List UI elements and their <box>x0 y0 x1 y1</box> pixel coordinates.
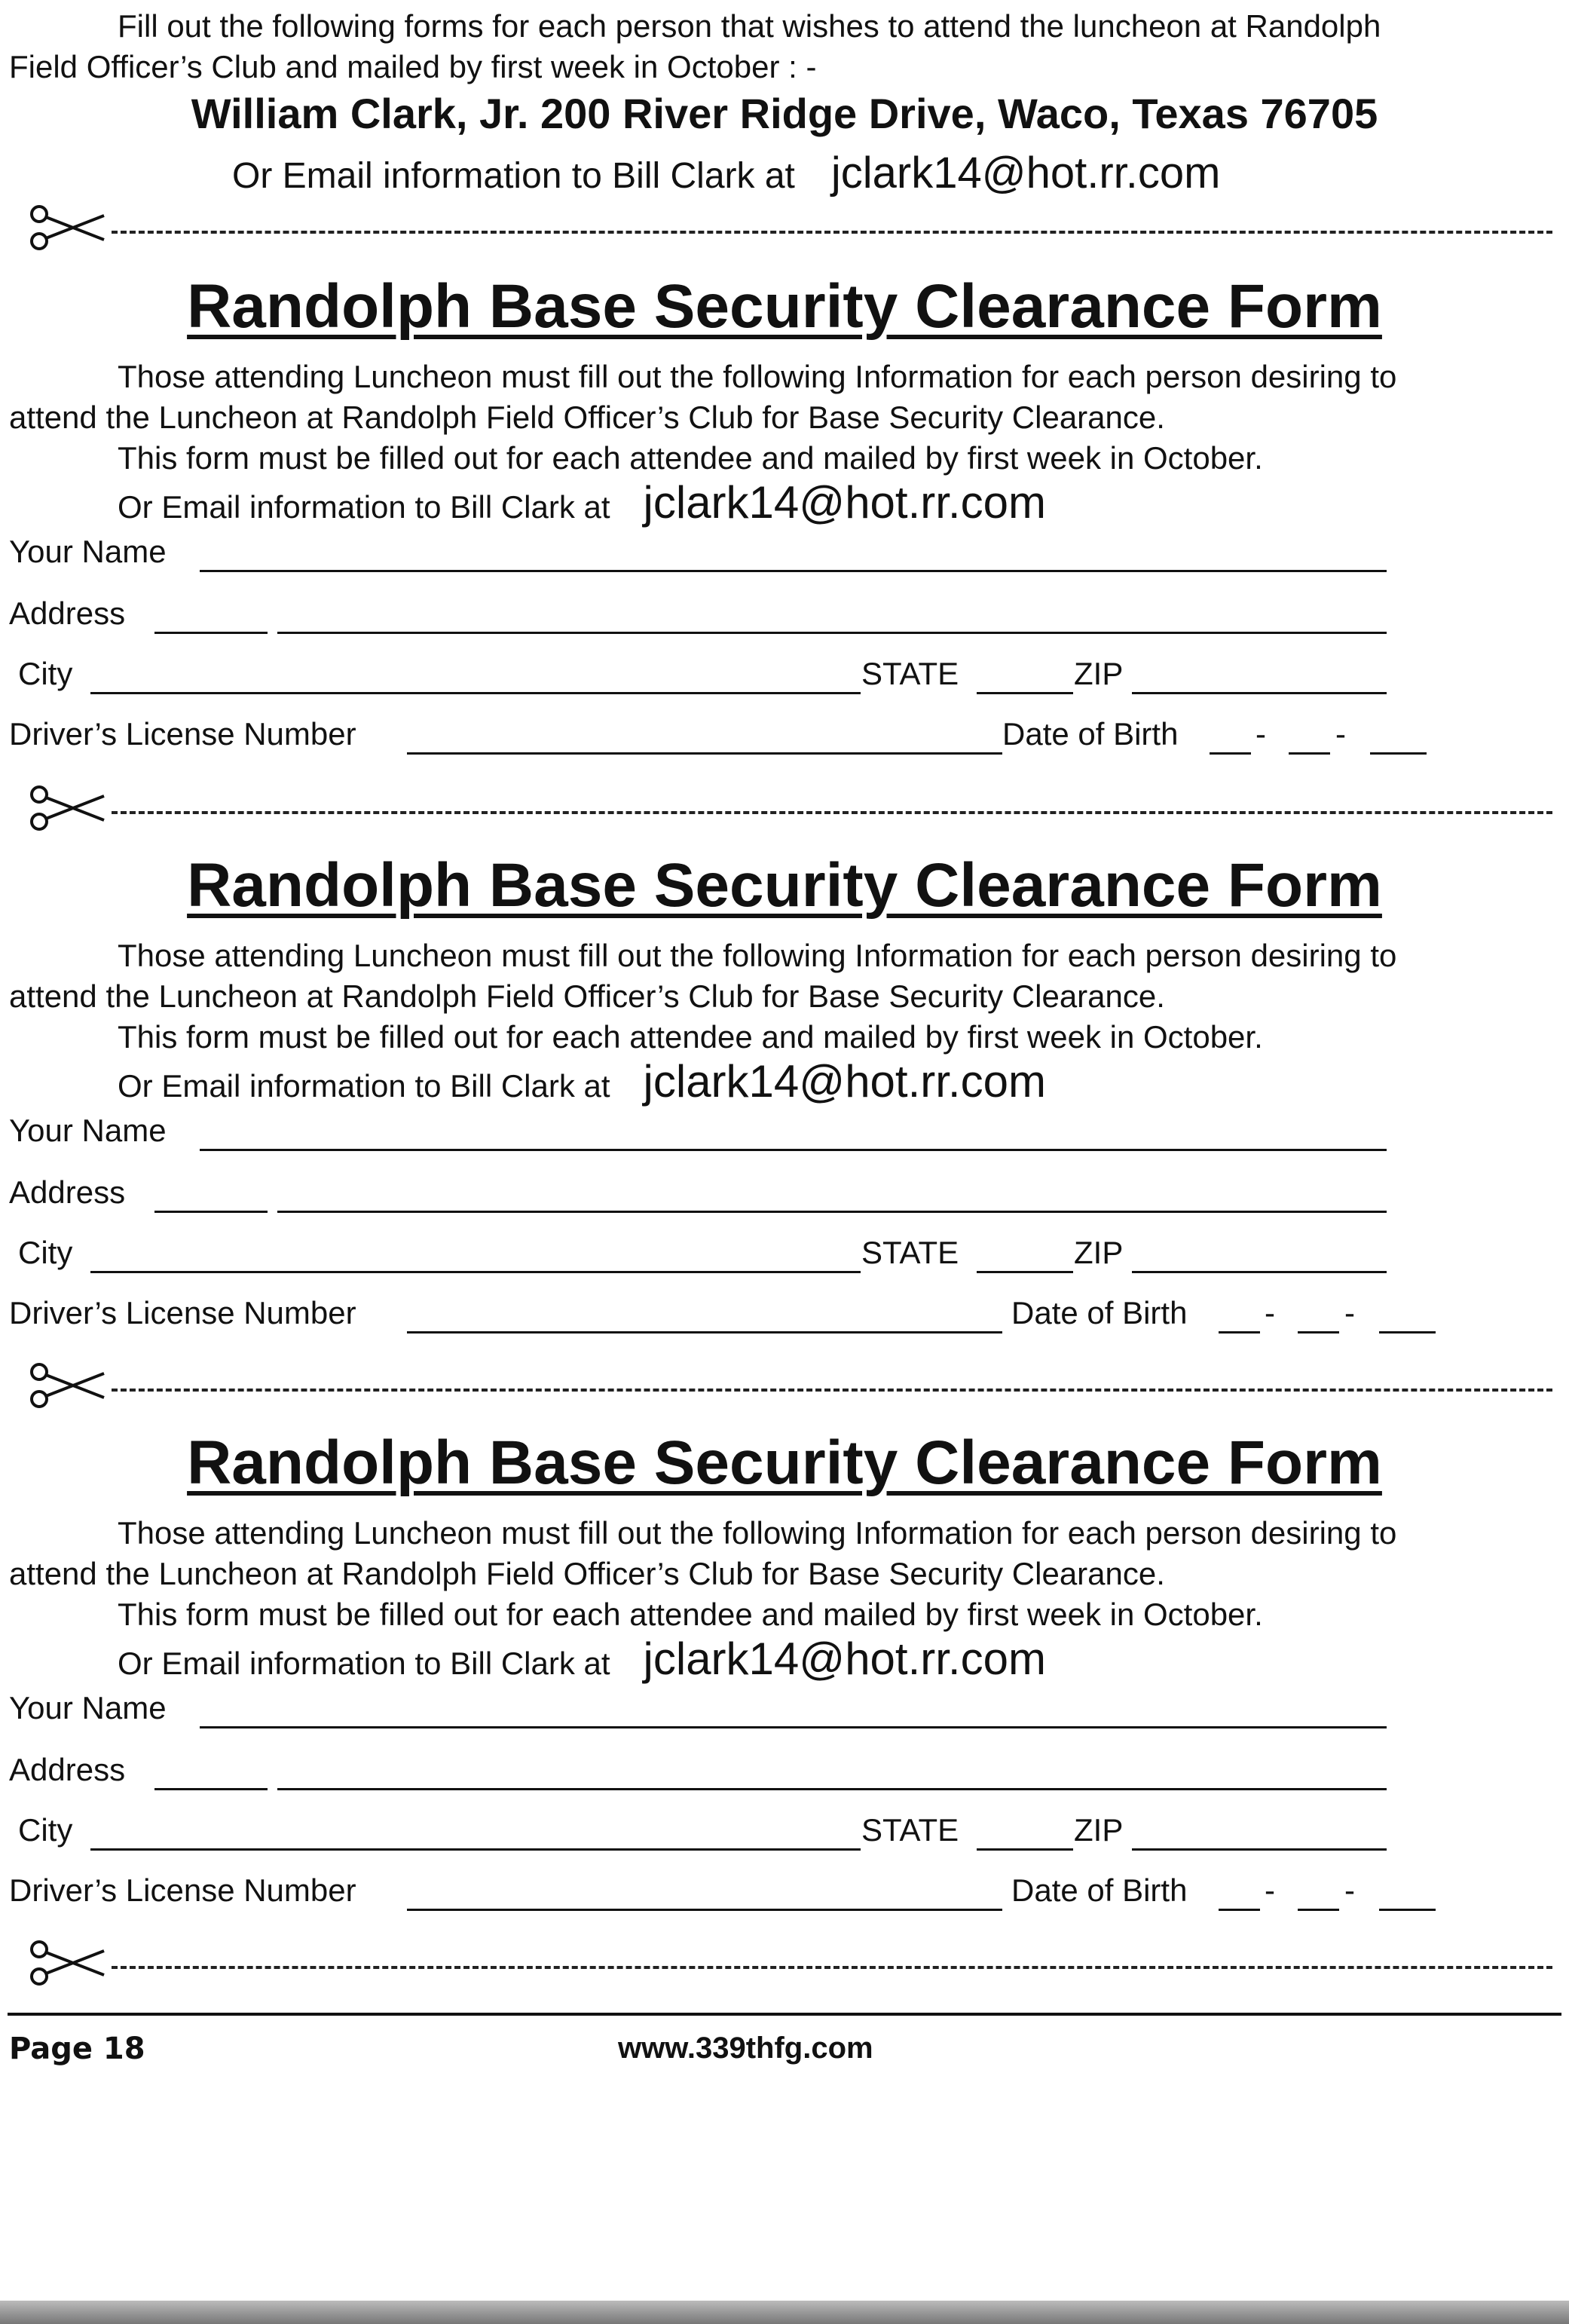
state-label: STATE <box>861 656 959 691</box>
license-label: Driver’s License Number <box>9 1872 356 1908</box>
address-label: Address <box>9 1174 126 1210</box>
address-number-field[interactable] <box>154 632 268 634</box>
address-number-field[interactable] <box>154 1788 268 1790</box>
form-para-line-3: This form must be filled out for each attendee and mailed by first week in October. <box>118 1019 1263 1055</box>
zip-field[interactable] <box>1132 692 1387 694</box>
dob-year-field[interactable] <box>1379 1909 1436 1911</box>
email-prefix: Or Email information to Bill Clark at <box>118 489 610 525</box>
dob-separator: - <box>1335 716 1346 752</box>
dob-day-field[interactable] <box>1298 1909 1339 1911</box>
intro-line-2: Field Officer’s Club and mailed by first week in October : - <box>9 49 817 84</box>
dob-label: Date of Birth <box>1002 716 1179 752</box>
address-street-field[interactable] <box>277 1788 1387 1790</box>
license-label: Driver’s License Number <box>9 1295 356 1330</box>
name-label: Your Name <box>9 1113 167 1148</box>
form-email-line <box>118 1633 1046 1685</box>
name-label: Your Name <box>9 534 167 569</box>
email-address: jclark14@hot.rr.com <box>830 149 1221 197</box>
state-label: STATE <box>861 1812 959 1848</box>
dob-label: Date of Birth <box>1011 1872 1188 1908</box>
form-para-line-2: attend the Luncheon at Randolph Field Officer’s Club for Base Security Clearance. <box>9 978 1165 1014</box>
dob-year-field[interactable] <box>1370 752 1427 755</box>
footer-divider <box>8 2013 1561 2016</box>
scissors-icon <box>29 1363 107 1408</box>
zip-field[interactable] <box>1132 1848 1387 1851</box>
zip-label: ZIP <box>1074 656 1124 691</box>
license-field[interactable] <box>407 1909 1002 1911</box>
email-address: jclark14@hot.rr.com <box>643 1634 1046 1684</box>
license-field[interactable] <box>407 1331 1002 1333</box>
address-label: Address <box>9 1752 126 1787</box>
scan-edge <box>0 2301 1569 2324</box>
form-email-line <box>118 1055 1046 1107</box>
clearance-form-1 <box>0 271 1569 799</box>
name-label: Your Name <box>9 1690 167 1725</box>
form-title: Randolph Base Security Clearance Form <box>187 272 1382 341</box>
email-address: jclark14@hot.rr.com <box>643 1056 1046 1107</box>
dob-year-field[interactable] <box>1379 1331 1436 1333</box>
dob-month-field[interactable] <box>1219 1909 1260 1911</box>
intro-email-line <box>232 148 1220 198</box>
city-label: City <box>18 1812 73 1848</box>
license-label: Driver’s License Number <box>9 716 356 752</box>
name-field[interactable] <box>200 570 1387 572</box>
scissors-icon <box>29 785 107 831</box>
state-label: STATE <box>861 1235 959 1270</box>
form-para-line-1: Those attending Luncheon must fill out the following Information for each person desiring to <box>118 938 1397 973</box>
form-para-line-2: attend the Luncheon at Randolph Field Officer’s Club for Base Security Clearance. <box>9 400 1165 435</box>
state-field[interactable] <box>977 1271 1073 1273</box>
website-link[interactable]: www.339thfg.com <box>618 2032 873 2065</box>
city-field[interactable] <box>90 692 861 694</box>
dob-separator: - <box>1344 1872 1355 1908</box>
cut-line <box>15 205 1552 250</box>
dob-day-field[interactable] <box>1289 752 1330 755</box>
cut-line <box>15 1940 1552 1986</box>
dob-separator: - <box>1265 1295 1275 1330</box>
name-field[interactable] <box>200 1149 1387 1151</box>
state-field[interactable] <box>977 692 1073 694</box>
cut-line <box>15 785 1552 831</box>
dob-separator: - <box>1256 716 1266 752</box>
dob-month-field[interactable] <box>1219 1331 1260 1333</box>
address-label: Address <box>9 596 126 631</box>
dob-separator: - <box>1265 1872 1275 1908</box>
city-field[interactable] <box>90 1848 861 1851</box>
address-street-field[interactable] <box>277 632 1387 634</box>
zip-field[interactable] <box>1132 1271 1387 1273</box>
email-prefix: Or Email information to Bill Clark at <box>118 1068 610 1104</box>
city-label: City <box>18 656 73 691</box>
city-field[interactable] <box>90 1271 861 1273</box>
clearance-form-2 <box>0 850 1569 1378</box>
intro-line-1: Fill out the following forms for each person that wishes to attend the luncheon at Randolph <box>118 8 1381 44</box>
email-address: jclark14@hot.rr.com <box>643 477 1046 528</box>
city-label: City <box>18 1235 73 1270</box>
form-title: Randolph Base Security Clearance Form <box>187 851 1382 920</box>
zip-label: ZIP <box>1074 1235 1124 1270</box>
dob-day-field[interactable] <box>1298 1331 1339 1333</box>
form-email-line <box>118 476 1046 528</box>
dob-label: Date of Birth <box>1011 1295 1188 1330</box>
address-street-field[interactable] <box>277 1211 1387 1213</box>
mailing-address: William Clark, Jr. 200 River Ridge Drive, Waco, Texas 76705 <box>191 90 1378 137</box>
dob-month-field[interactable] <box>1210 752 1251 755</box>
form-title: Randolph Base Security Clearance Form <box>187 1428 1382 1497</box>
page-number: Page 18 <box>9 2032 145 2066</box>
form-para-line-3: This form must be filled out for each attendee and mailed by first week in October. <box>118 1597 1263 1632</box>
form-para-line-1: Those attending Luncheon must fill out the following Information for each person desiring to <box>118 1515 1397 1551</box>
email-prefix: Or Email information to Bill Clark at <box>118 1646 610 1681</box>
license-field[interactable] <box>407 752 1002 755</box>
form-para-line-2: attend the Luncheon at Randolph Field Officer’s Club for Base Security Clearance. <box>9 1556 1165 1591</box>
email-prefix: Or Email information to Bill Clark at <box>232 156 795 196</box>
clearance-form-3 <box>0 1428 1569 1955</box>
zip-label: ZIP <box>1074 1812 1124 1848</box>
state-field[interactable] <box>977 1848 1073 1851</box>
cut-line <box>15 1363 1552 1408</box>
dob-separator: - <box>1344 1295 1355 1330</box>
address-number-field[interactable] <box>154 1211 268 1213</box>
scissors-icon <box>29 205 107 250</box>
form-para-line-3: This form must be filled out for each attendee and mailed by first week in October. <box>118 440 1263 476</box>
name-field[interactable] <box>200 1726 1387 1728</box>
scissors-icon <box>29 1940 107 1986</box>
form-para-line-1: Those attending Luncheon must fill out the following Information for each person desiring to <box>118 359 1397 394</box>
